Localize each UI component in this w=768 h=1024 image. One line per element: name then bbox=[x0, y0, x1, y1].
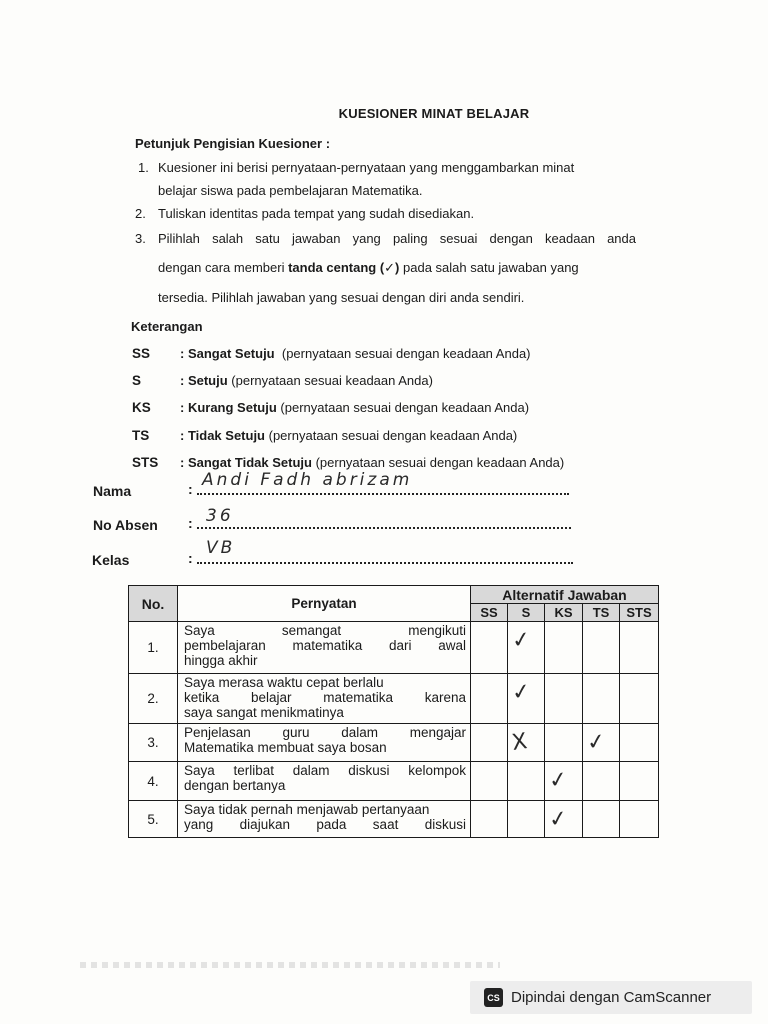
table-row bbox=[129, 622, 659, 674]
legend-desc-sts: (pernyataan sesuai dengan keadaan Anda) bbox=[315, 455, 565, 470]
header-option-s: S bbox=[508, 604, 545, 622]
legend-abbr-ts: TS bbox=[132, 428, 150, 443]
option-cell-ts[interactable] bbox=[583, 801, 620, 838]
statement-line: Penjelasan guru dalam mengajar bbox=[184, 725, 466, 740]
row-number: 5. bbox=[129, 801, 178, 838]
statement-line: saya sangat menikmatinya bbox=[184, 705, 344, 720]
statement-line: hingga akhir bbox=[184, 653, 258, 668]
row-statement bbox=[178, 724, 471, 762]
answer-mark: ✓ bbox=[585, 728, 608, 757]
document-title: KUESIONER MINAT BELAJAR bbox=[338, 106, 530, 121]
camscanner-badge bbox=[470, 981, 752, 1014]
option-cell-sts[interactable] bbox=[620, 762, 659, 801]
answer-mark: ✓ bbox=[510, 678, 533, 707]
option-cell-s[interactable] bbox=[508, 674, 545, 724]
legend-desc-ss: (pernyataan sesuai dengan keadaan Anda) bbox=[281, 346, 531, 361]
legend-desc-ks: (pernyataan sesuai dengan keadaan Anda) bbox=[280, 400, 530, 415]
instruction-3-line-2 bbox=[158, 260, 579, 276]
option-cell-s[interactable] bbox=[508, 801, 545, 838]
table-row bbox=[129, 724, 659, 762]
option-cell-ss[interactable] bbox=[471, 762, 508, 801]
option-cell-ks[interactable] bbox=[545, 724, 583, 762]
header-statement: Pernyatan bbox=[178, 586, 471, 622]
option-cell-ks[interactable] bbox=[545, 622, 583, 674]
option-cell-ss[interactable] bbox=[471, 622, 508, 674]
row-number: 4. bbox=[129, 762, 178, 801]
option-cell-ts[interactable] bbox=[583, 674, 620, 724]
absen-label: No Absen bbox=[93, 517, 158, 533]
instruction-1-line-1: Kuesioner ini berisi pernyataan-pernyataan yang menggambarkan minat bbox=[158, 160, 575, 175]
legend-line-sts bbox=[180, 455, 564, 470]
statement-line: dengan bertanya bbox=[184, 778, 286, 793]
absen-colon: : bbox=[188, 515, 193, 531]
faint-bleedthrough-text bbox=[80, 962, 500, 968]
camscanner-logo-icon: CS bbox=[484, 988, 503, 1007]
option-cell-ss[interactable] bbox=[471, 724, 508, 762]
camscanner-text: Dipindai dengan CamScanner bbox=[511, 989, 712, 1006]
legend-heading: Keterangan bbox=[131, 319, 203, 334]
legend-abbr-s: S bbox=[132, 373, 142, 388]
header-option-sts: STS bbox=[620, 604, 659, 622]
statement-line: Saya terlibat dalam diskusi kelompok bbox=[184, 763, 466, 778]
option-cell-sts[interactable] bbox=[620, 801, 659, 838]
row-statement bbox=[178, 762, 471, 801]
answer-mark: ✓ bbox=[547, 766, 570, 795]
legend-line-s bbox=[180, 373, 433, 388]
legend-line-ss bbox=[180, 346, 531, 361]
kelas-colon: : bbox=[188, 550, 193, 566]
statement-line: Matematika membuat saya bosan bbox=[184, 740, 387, 755]
header-alternatives: Alternatif Jawaban bbox=[471, 586, 659, 604]
name-handwritten: Andi Fadh abrizam bbox=[202, 470, 413, 490]
instruction-2-number: 2. bbox=[135, 206, 146, 221]
questionnaire-table bbox=[128, 585, 659, 838]
option-cell-s[interactable] bbox=[508, 724, 545, 762]
legend-abbr-ss: SS bbox=[132, 346, 151, 361]
name-dotted-line[interactable] bbox=[197, 492, 569, 495]
option-cell-ts[interactable] bbox=[583, 622, 620, 674]
legend-term-ss: : Sangat Setuju bbox=[180, 346, 275, 361]
statement-line: pembelajaran matematika dari awal bbox=[184, 638, 466, 653]
legend-line-ts bbox=[180, 428, 517, 443]
statement-line: ketika belajar matematika karena bbox=[184, 690, 466, 705]
instruction-3-line-2-start: dengan cara memberi bbox=[158, 260, 285, 275]
row-statement bbox=[178, 801, 471, 838]
kelas-dotted-line[interactable] bbox=[197, 561, 573, 564]
option-cell-sts[interactable] bbox=[620, 622, 659, 674]
option-cell-s[interactable] bbox=[508, 762, 545, 801]
option-cell-sts[interactable] bbox=[620, 724, 659, 762]
legend-term-ks: : Kurang Setuju bbox=[180, 400, 277, 415]
instruction-3-check-instruction: tanda centang (✓) bbox=[288, 260, 400, 275]
option-cell-ks[interactable] bbox=[545, 762, 583, 801]
legend-line-ks bbox=[180, 400, 529, 415]
legend-abbr-sts: STS bbox=[132, 455, 159, 470]
header-no: No. bbox=[129, 586, 178, 622]
legend-term-sts: : Sangat Tidak Setuju bbox=[180, 455, 312, 470]
instruction-3-line-2-end: pada salah satu jawaban yang bbox=[403, 260, 579, 275]
row-statement bbox=[178, 622, 471, 674]
option-cell-ss[interactable] bbox=[471, 674, 508, 724]
header-option-ks: KS bbox=[545, 604, 583, 622]
legend-desc-s: (pernyataan sesuai keadaan Anda) bbox=[231, 373, 433, 388]
statement-line: Saya tidak pernah menjawab pertanyaan bbox=[184, 802, 430, 817]
absen-dotted-line[interactable] bbox=[197, 526, 571, 529]
legend-term-s: : Setuju bbox=[180, 373, 228, 388]
statement-line: Saya semangat mengikuti bbox=[184, 623, 466, 638]
legend-desc-ts: (pernyataan sesuai dengan keadaan Anda) bbox=[268, 428, 518, 443]
instruction-1-line-2: belajar siswa pada pembelajaran Matematika. bbox=[158, 183, 423, 198]
table-header-row bbox=[129, 586, 659, 604]
name-colon: : bbox=[188, 481, 193, 497]
name-label: Nama bbox=[93, 483, 132, 499]
statement-line: Saya merasa waktu cepat berlalu bbox=[184, 675, 384, 690]
row-statement bbox=[178, 674, 471, 724]
table-row bbox=[129, 674, 659, 724]
row-number: 3. bbox=[129, 724, 178, 762]
option-cell-s[interactable] bbox=[508, 622, 545, 674]
statement-line: yang diajukan pada saat diskusi bbox=[184, 817, 466, 832]
legend-abbr-ks: KS bbox=[132, 400, 151, 415]
table-row bbox=[129, 762, 659, 801]
option-cell-ts[interactable] bbox=[583, 724, 620, 762]
option-cell-sts[interactable] bbox=[620, 674, 659, 724]
option-cell-ss[interactable] bbox=[471, 801, 508, 838]
absen-handwritten: 36 bbox=[206, 506, 234, 526]
option-cell-ks[interactable] bbox=[545, 674, 583, 724]
row-number: 1. bbox=[129, 622, 178, 674]
header-option-ss: SS bbox=[471, 604, 508, 622]
kelas-handwritten: VB bbox=[206, 538, 236, 558]
instruction-3-number: 3. bbox=[135, 231, 146, 246]
instructions-heading: Petunjuk Pengisian Kuesioner : bbox=[135, 136, 331, 151]
instruction-3-line-1: Pilihlah salah satu jawaban yang paling sesuai dengan keadaan anda bbox=[158, 231, 636, 246]
answer-mark: ✓ bbox=[510, 626, 533, 655]
option-cell-ts[interactable] bbox=[583, 762, 620, 801]
instruction-3-line-3: tersedia. Pilihlah jawaban yang sesuai dengan diri anda sendiri. bbox=[158, 290, 525, 305]
instruction-2-line-1: Tuliskan identitas pada tempat yang sudah disediakan. bbox=[158, 206, 475, 221]
kelas-label: Kelas bbox=[92, 552, 130, 568]
legend-term-ts: : Tidak Setuju bbox=[180, 428, 265, 443]
header-option-ts: TS bbox=[583, 604, 620, 622]
table-row bbox=[129, 801, 659, 838]
instruction-1-number: 1. bbox=[138, 160, 149, 175]
option-cell-ks[interactable] bbox=[545, 801, 583, 838]
answer-mark: ✓ bbox=[547, 805, 570, 834]
row-number: 2. bbox=[129, 674, 178, 724]
answer-mark: X bbox=[510, 729, 529, 756]
